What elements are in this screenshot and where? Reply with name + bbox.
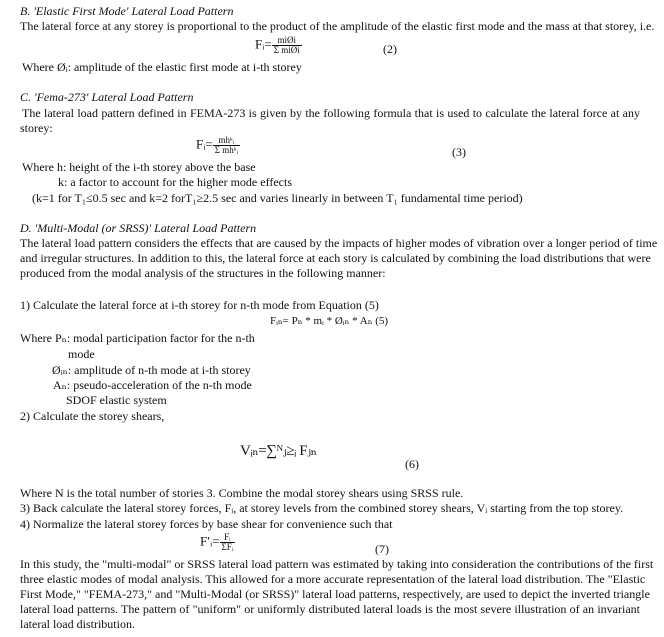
eq7-denominator: ΣFᵢ (221, 542, 234, 552)
equation-6: Vᵢₙ=∑ᴺⱼ≥ᵢ Fⱼₙ (240, 443, 317, 459)
eq3-number: (3) (452, 145, 466, 159)
section-b-where: Where Øᵢ: amplitude of the elastic first mode at i-th storey (22, 60, 302, 74)
eq7-fraction (220, 533, 236, 552)
closing-line-5: lateral load distribution. (20, 617, 135, 631)
section-b-heading: B. 'Elastic First Mode' Lateral Load Pattern (20, 4, 234, 18)
eq7-numerator: Fᵢ (220, 533, 236, 543)
where-h: Where h: height of the i-th storey above the base (22, 160, 256, 174)
where-n: Where N is the total number of stories 3. Combine the modal storey shears using SRSS rule. (20, 486, 464, 500)
eq3-numerator: mhᵏᵢ (213, 136, 240, 146)
section-d-heading: D. 'Multi-Modal (or SRSS)' Lateral Load Pattern (20, 221, 257, 235)
eq3-denominator: Σ mhᵏᵢ (214, 145, 239, 155)
eq7-number: (7) (375, 542, 389, 556)
section-d-para-line-1: The lateral load pattern considers the effects that are caused by the impacts of higher modes of vibration over a longer period of time (20, 236, 658, 250)
where-sdof: SDOF elastic system (66, 393, 167, 407)
step-4: 4) Normalize the lateral storey forces by base shear for convenience such that (20, 517, 393, 531)
section-c-text-line-1: The lateral load pattern defined in FEMA-273 is given by the following formula that is used to calculate the lateral force at any (22, 106, 640, 120)
where-k: k: a factor to account for the higher mode effects (58, 175, 293, 189)
eq2-denominator: Σ miØi (273, 45, 300, 55)
eq3-lhs: Fᵢ= (196, 136, 213, 152)
eq3-fraction (213, 136, 240, 155)
equation-3 (196, 136, 240, 155)
where-p-line-2: mode (68, 347, 95, 361)
where-p-line-1: Where Pₙ: modal participation factor for the n-th (20, 331, 255, 345)
closing-line-4: lateral load patterns. The pattern of "uniform" or uniformly distributed lateral loads is the most severe illustration of an invariant (20, 602, 640, 616)
eq2-lhs: Fᵢ= (255, 36, 272, 52)
eq7-lhs: F′ᵢ= (200, 533, 220, 549)
closing-line-3: First Mode," "FEMA-273," and "Multi-Modal (or SRSS)" lateral load patterns, respectively, are used to depict the inverted triangle (20, 587, 650, 601)
eq2-numerator: miØi (272, 36, 302, 46)
closing-line-1: In this study, the "multi-modal" or SRSS lateral load pattern was estimated by taking into consideration the contributions of the first (20, 557, 654, 571)
where-phi: Øᵢₙ: amplitude of n-th mode at i-th storey (52, 363, 251, 377)
eq6-number: (6) (405, 457, 419, 471)
section-d-para-line-3: produced from the modal analysis of the structures in the following manner: (20, 266, 386, 280)
equation-7 (200, 533, 235, 552)
equation-2 (255, 36, 302, 55)
section-d-para-line-2: and irregular structures. In addition to this, the lateral force at each story is calculated by combining the load distributions that were (20, 251, 651, 265)
equation-5: Fᵢₙ= Pₙ * mᵢ * Øᵢₙ * Aₙ (5) (270, 315, 389, 327)
k-range: (k=1 for T₁≤0.5 sec and k=2 forT₁≥2.5 sec and varies linearly in between T₁ fundamental time period) (32, 191, 523, 205)
closing-line-2: three elastic modes of modal analysis. This allowed for a more accurate representation of the lateral load distribution. The "Elastic (20, 572, 646, 586)
section-b-text: The lateral force at any storey is proportional to the product of the amplitude of the elastic first mode and the mass at that storey, i.e. (20, 19, 655, 33)
eq2-fraction (272, 36, 302, 55)
eq2-number: (2) (383, 42, 397, 56)
step-2: 2) Calculate the storey shears, (20, 409, 165, 423)
where-a: Aₙ: pseudo-acceleration of the n-th mode (53, 378, 252, 392)
step-3: 3) Back calculate the lateral storey forces, Fᵢ, at storey levels from the combined storey shears, Vᵢ starting from the top storey. (20, 501, 624, 515)
section-c-heading: C. 'Fema-273' Lateral Load Pattern (20, 90, 194, 104)
step-1: 1) Calculate the lateral force at i-th storey for n-th mode from Equation (5) (20, 298, 379, 312)
section-c-text-line-2: storey: (20, 121, 53, 135)
